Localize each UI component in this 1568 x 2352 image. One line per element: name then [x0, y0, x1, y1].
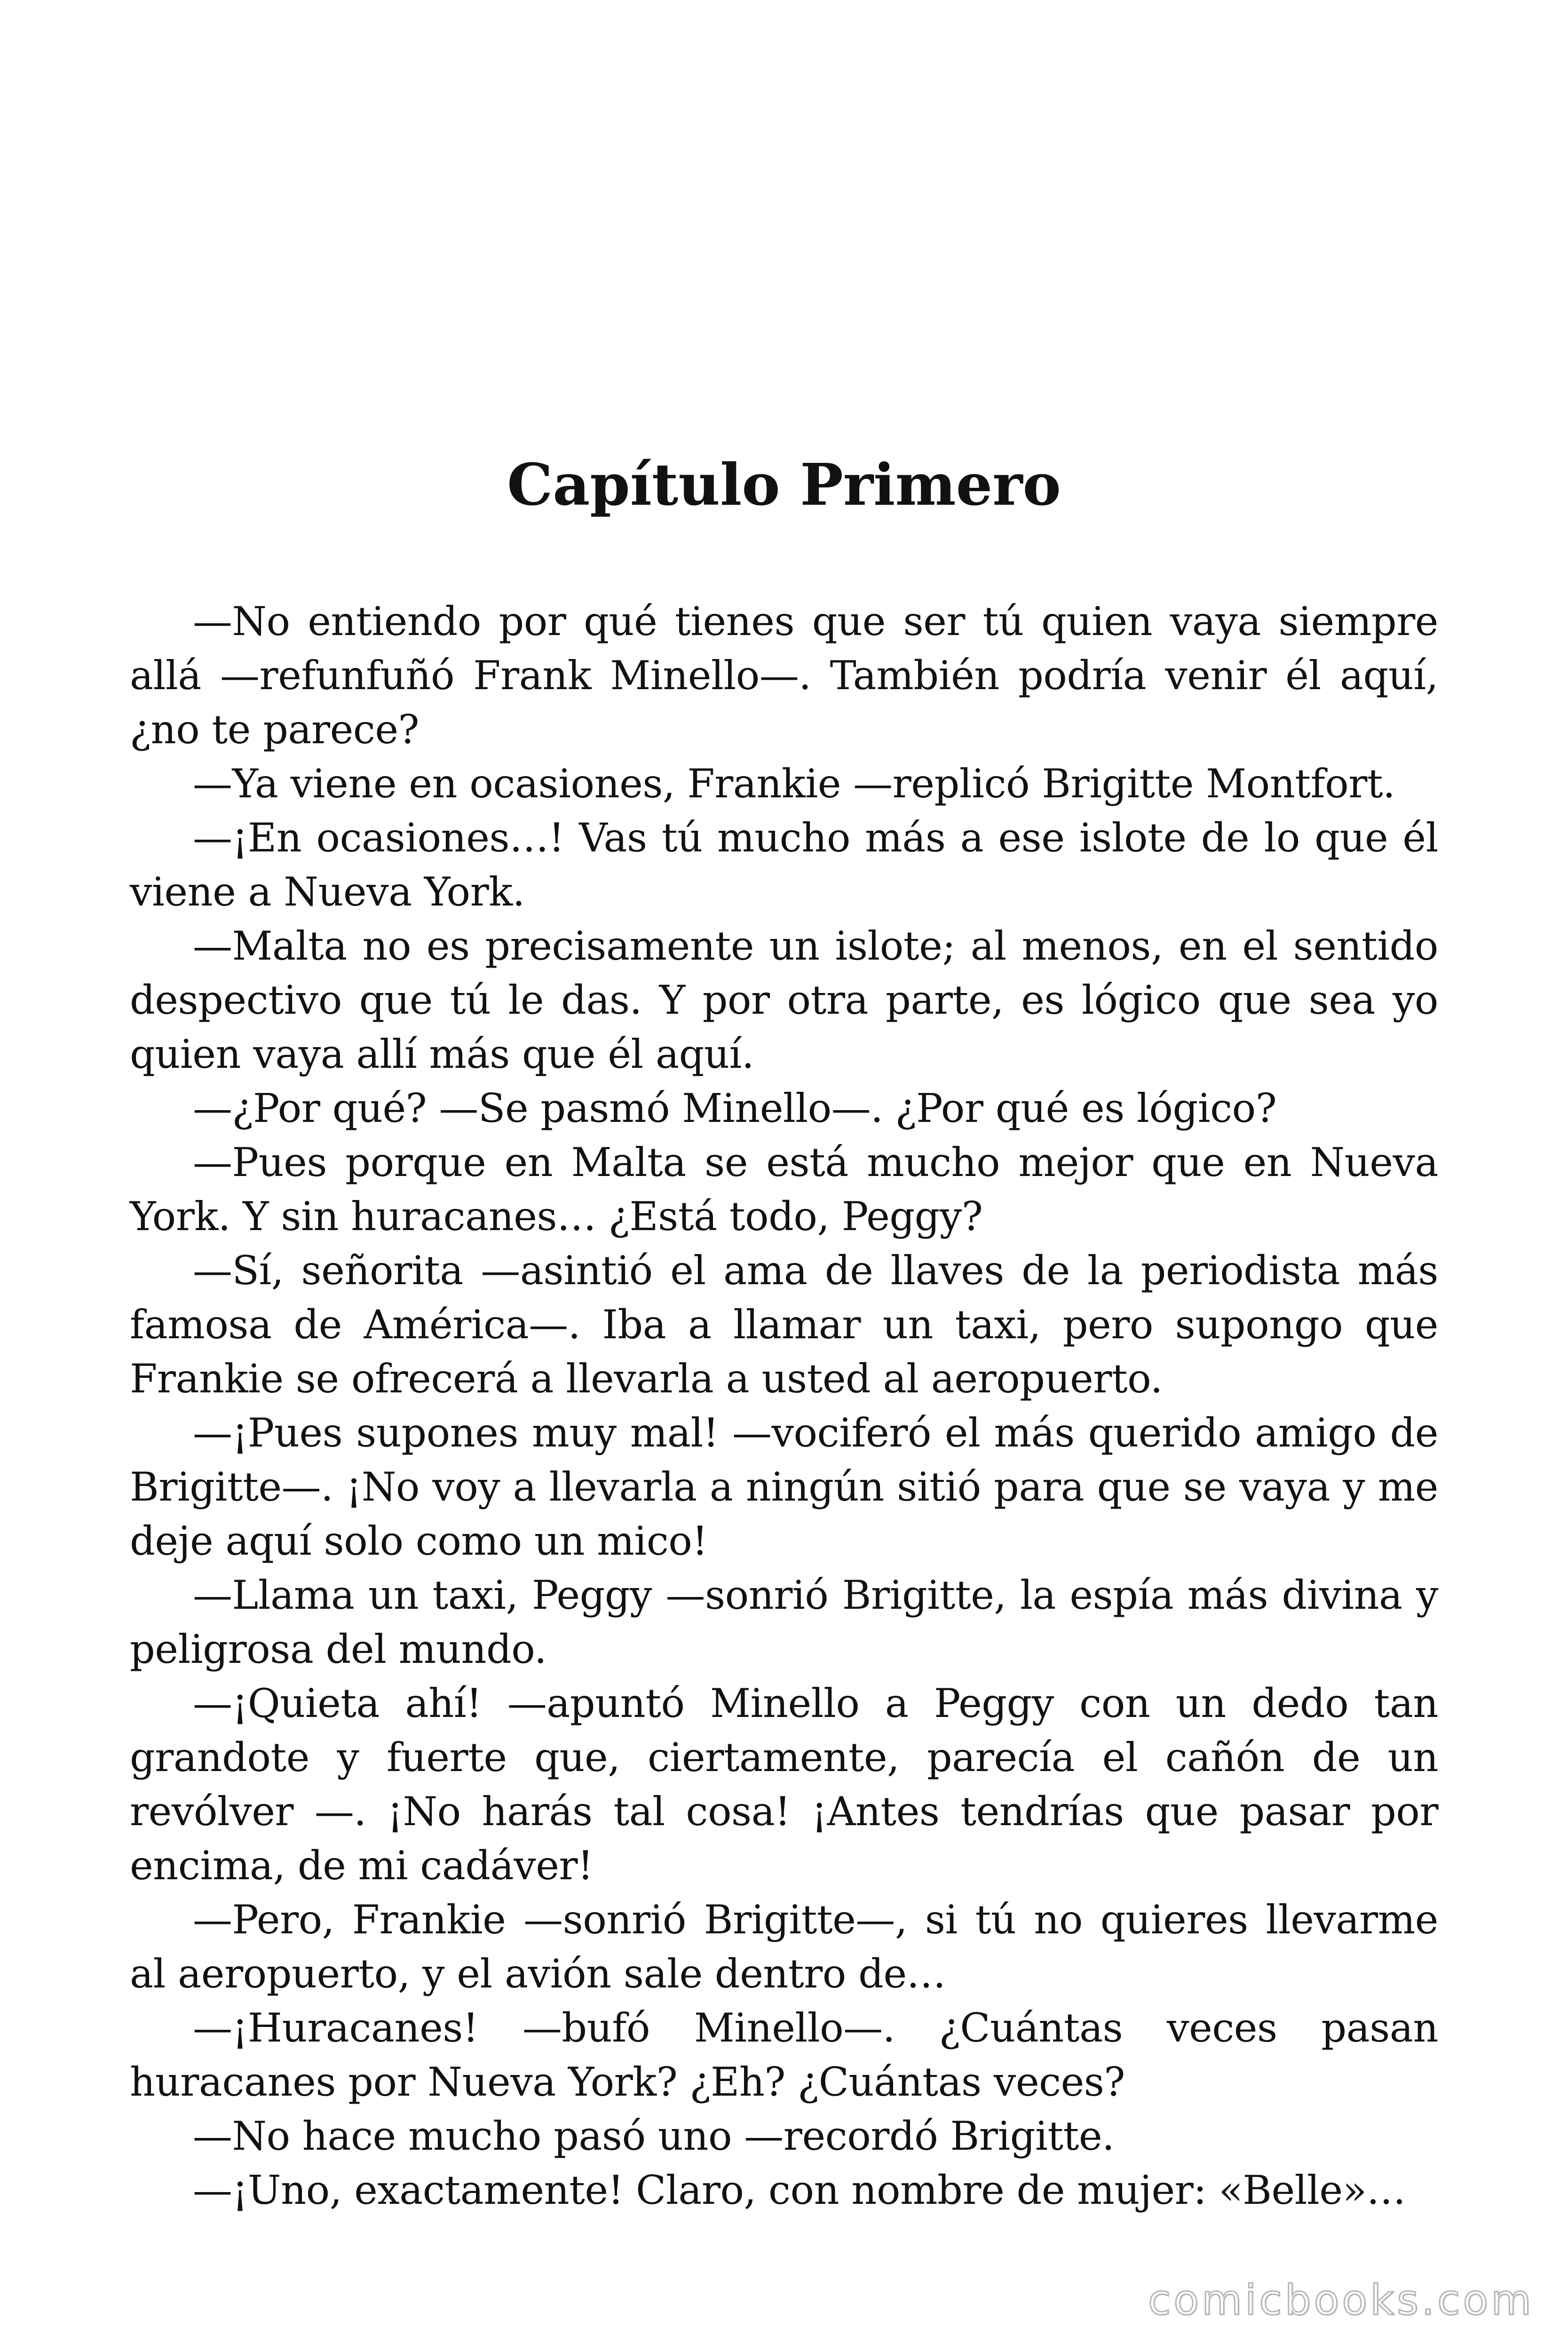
paragraph: —Pues porque en Malta se está mucho mejor que en Nueva York. Y sin huracanes… ¿Está todo, Peggy? [130, 1139, 1438, 1240]
watermark: comicbooks.com [1148, 2276, 1534, 2324]
paragraph: —Malta no es precisamente un islote; al menos, en el sentido despectivo que tú le das. Y por otra parte, es lógico que sea yo quien vaya allí más que él aquí. [130, 923, 1438, 1077]
paragraph: —¡Huracanes! —bufó Minello—. ¿Cuántas veces pasan huracanes por Nueva York? ¿Eh? ¿Cuántas veces? [130, 2005, 1438, 2105]
paragraph: —¡Quieta ahí! —apuntó Minello a Peggy con un dedo tan grandote y fuerte que, ciertamente, parecía el cañón de un revólver —. ¡No harás tal cosa! ¡Antes tendrías que pasar por encima, de mi cadáver! [130, 1680, 1438, 1889]
chapter-title: Capítulo Primero [507, 451, 1061, 518]
paragraph: —No entiendo por qué tienes que ser tú quien vaya siempre allá —refunfuñó Frank Minello—. También podría venir él aquí, ¿no te parece? [130, 598, 1438, 753]
paragraph: —¡Pues supones muy mal! —vociferó el más querido amigo de Brigitte—. ¡No voy a llevarla a ningún sitió para que se vaya y me deje aquí solo como un mico! [130, 1410, 1438, 1564]
paragraph: —¿Por qué? —Se pasmó Minello—. ¿Por qué es lógico? [193, 1085, 1277, 1131]
chapter-body [130, 595, 1438, 2217]
paragraph: —¡En ocasiones…! Vas tú mucho más a ese islote de lo que él viene a Nueva York. [130, 815, 1438, 915]
paragraph: —Pero, Frankie —sonrió Brigitte—, si tú no quieres llevarme al aeropuerto, y el avión sale dentro de… [130, 1897, 1438, 1997]
paragraph: —No hace mucho pasó uno —recordó Brigitte. [193, 2113, 1115, 2159]
paragraph: —Ya viene en ocasiones, Frankie —replicó Brigitte Montfort. [193, 761, 1395, 807]
paragraph: —Sí, señorita —asintió el ama de llaves de la periodista más famosa de América—. Iba a llamar un taxi, pero supongo que Frankie se ofrecerá a llevarla a usted al aeropuerto. [130, 1248, 1438, 1402]
paragraph: —Llama un taxi, Peggy —sonrió Brigitte, la espía más divina y peligrosa del mundo. [130, 1572, 1438, 1672]
paragraph: —¡Uno, exactamente! Claro, con nombre de mujer: «Belle»… [193, 2167, 1406, 2213]
